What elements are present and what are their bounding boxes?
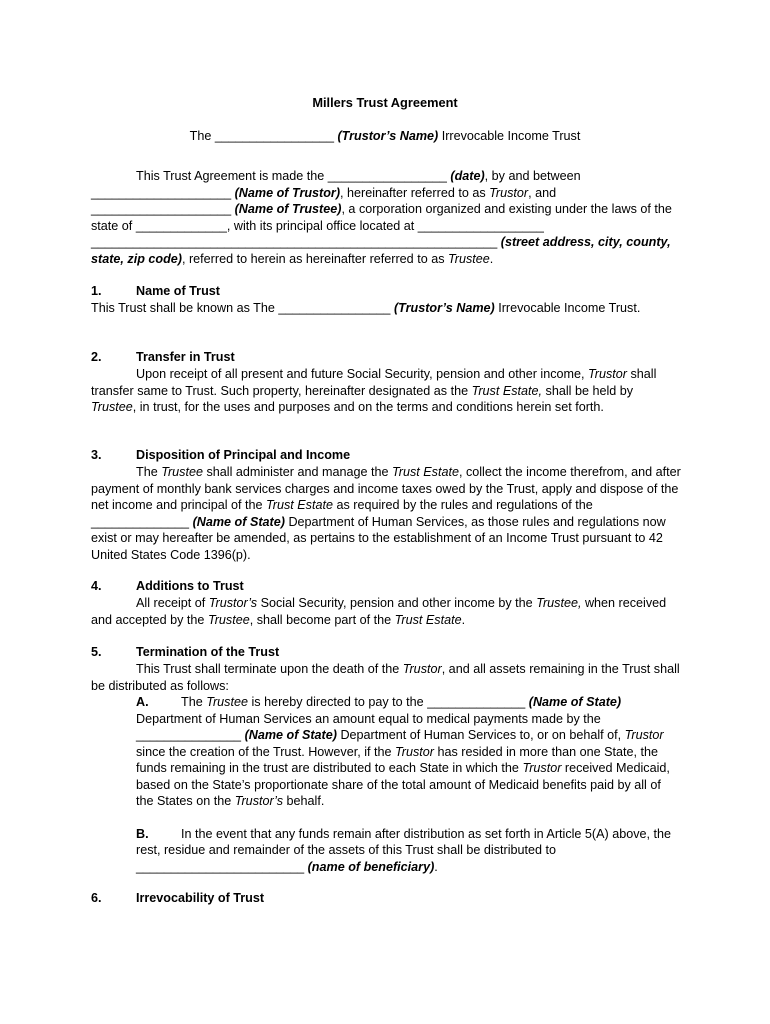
section-body: Upon receipt of all present and future Social Security, pension and other income, Trustor shall transfer same to Trust. Such property, hereinafter designated as the Trust Estate, shall be held by Trustee, in trust, for the uses and purposes and on the terms and conditions herein set forth.: [91, 367, 657, 414]
section-body: All receipt of Trustor’s Social Security, pension and other income by the Trustee, when received and accepted by the Trustee, shall become part of the Trust Estate.: [91, 596, 667, 627]
subsection-label: A.: [136, 695, 149, 709]
subsection-b: [91, 826, 681, 876]
subsection-body: In the event that any funds remain after distribution as set forth in Article 5(A) above, the rest, residue and remainder of the assets of this Trust shall be distributed to ________________________ (name of beneficiary).: [136, 826, 672, 874]
document-title: Millers Trust Agreement: [312, 95, 458, 110]
section-heading: 1. Name of Trust: [91, 284, 220, 298]
subsection-label: B.: [136, 826, 149, 841]
section-6: [91, 890, 681, 907]
section-3: [91, 447, 681, 563]
document-subtitle: The _________________ (Trustor’s Name) Irrevocable Income Trust: [189, 129, 581, 143]
intro-paragraph: This Trust Agreement is made the _________________ (date), by and between ____________________ (Name of Trustor), hereinafter referred to as Trustor, and ____________________ (Name of Trustee), a corporation organized and existing under the laws of the state of _____________, with its principal office located at __________________ __________________________________________________________ (street address, city, county, state, zip code), referred to herein as hereinafter referred to as Trustee.: [91, 169, 672, 266]
subsection-a: [91, 694, 681, 810]
section-heading: 3. Disposition of Principal and Income: [91, 448, 351, 462]
subsection-body: The Trustee is hereby directed to pay to the ______________ (Name of State) Department of Human Services an amount equal to medical payments made by the _______________ (Name of State) Department of Human Services to, or on behalf of, Trustor since the creation of the Trust. However, if the Trustor has resided in more than one State, the funds remaining in the trust are distributed to each State in which the Trustor received Medicaid, based on the State’s proportionate share of the total amount of Medicaid benefits paid by all of the States on the Trustor’s behalf.: [136, 695, 670, 808]
section-1: [91, 283, 681, 317]
section-4: [91, 578, 681, 628]
section-heading: 4. Additions to Trust: [91, 579, 244, 593]
section-body: This Trust shall terminate upon the death of the Trustor, and all assets remaining in the Trust shall be distributed as follows:: [91, 662, 680, 693]
section-5: [91, 644, 681, 875]
section-body: This Trust shall be known as The ________________ (Trustor’s Name) Irrevocable Income Trust.: [91, 301, 641, 315]
section-2: [91, 349, 681, 416]
section-heading: 6. Irrevocability of Trust: [91, 891, 265, 905]
section-body: The Trustee shall administer and manage the Trust Estate, collect the income therefrom, and after payment of monthly bank services charges and income taxes owed by the Trust, apply and dispose of the net income and principal of the Trust Estate as required by the rules and regulations of the ______________ (Name of State) Department of Human Services, as those rules and regulations now exist or may hereafter be amended, as pertains to the establishment of an Income Trust pursuant to 42 United States Code 1396(p).: [91, 465, 681, 562]
section-heading: 5. Termination of the Trust: [91, 645, 280, 659]
section-heading: 2. Transfer in Trust: [91, 350, 235, 364]
